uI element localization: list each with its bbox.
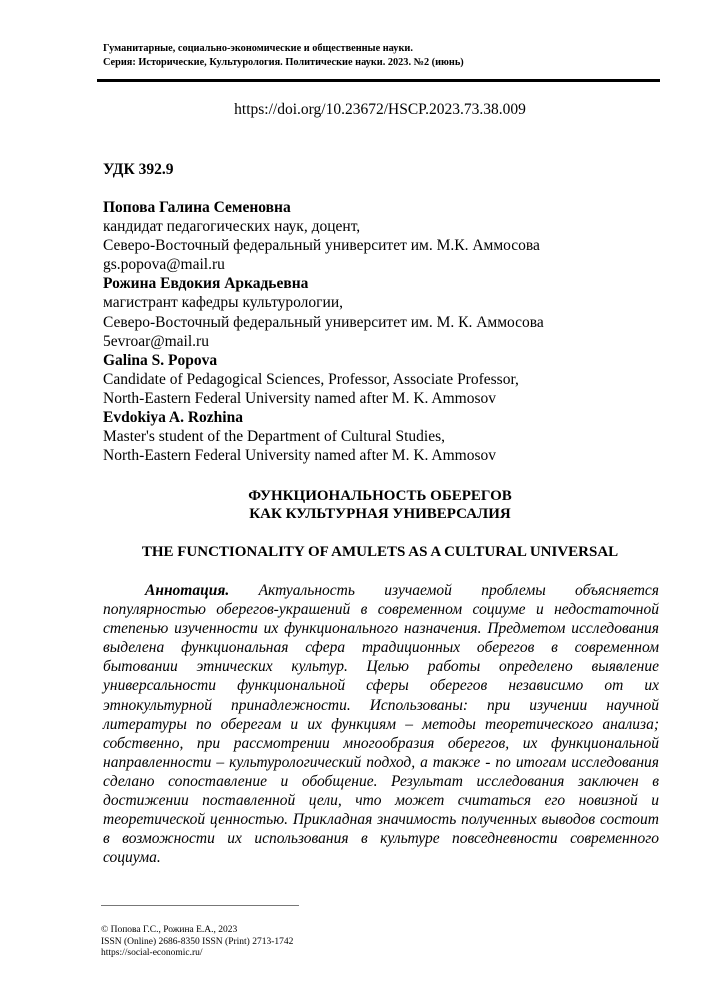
article-title-ru: [0, 487, 709, 523]
title-ru-line1: ФУНКЦИОНАЛЬНОСТЬ ОБЕРЕГОВ: [248, 488, 512, 504]
author-email[interactable]: gs.popova@mail.ru: [103, 256, 225, 274]
author-name: Попова Галина Семеновна: [103, 199, 291, 216]
page-footer: [101, 925, 293, 960]
header-divider: [97, 79, 660, 82]
title-ru-line2: КАК КУЛЬТУРНАЯ УНИВЕРСАЛИЯ: [249, 506, 511, 522]
udk-code: УДК 392.9: [103, 161, 174, 178]
author-position: магистрант кафедры культурологии,: [103, 294, 343, 312]
author-name: Рожина Евдокия Аркадьевна: [103, 275, 309, 293]
issn-info: ISSN (Online) 2686-8350 ISSN (Print) 2713-1742: [101, 936, 294, 947]
author-degree: кандидат педагогических наук, доцент,: [103, 218, 361, 236]
copyright-notice: © Попова Г.С., Рожина Е.А., 2023: [101, 925, 238, 935]
journal-series-line: Серия: Исторические, Культурология. Политические науки. 2023. №2 (июнь): [103, 57, 464, 68]
journal-title-line: Гуманитарные, социально-экономические и общественные науки.: [103, 43, 413, 54]
abstract-label: Аннотация.: [145, 582, 230, 599]
author-degree-en: Candidate of Pedagogical Sciences, Professor, Associate Professor,: [103, 370, 519, 388]
journal-running-header: [103, 42, 663, 70]
abstract-text: Актуальность изучаемой проблемы объясняется популярностью оберегов-украшений в современном социуме и недостаточной степенью изученности их функционального назначения. Предметом исследования выделена функциональная сфера традиционных оберегов в современном бытовании этнических культур. Целью работы определено выявление универсальности функциональной сферы оберегов независимо от их этнокультурной принадлежности. Использованы: при изучении научной литературы по оберегам и их функциям – методы теоретического анализа; собственно, при рассмотрении многообразия оберегов, их функциональной направленности – культурологический подход, а также - по итогам исследования сделано сопоставление и обобщение. Результат исследования заключен в достижении поставленной цели, что может считаться его новизной и теоретической ценностью. Прикладная значимость полученных выводов состоит в возможности их использования в культуре повседневности современного социума.: [103, 582, 659, 867]
journal-url[interactable]: https://social-economic.ru/: [101, 948, 203, 958]
footnote-divider: [101, 905, 299, 906]
author-email[interactable]: 5evroar@mail.ru: [103, 332, 209, 350]
author-position-en: Master's student of the Department of Cultural Studies,: [103, 428, 446, 446]
abstract: [103, 581, 659, 867]
doi-link[interactable]: https://doi.org/10.23672/HSCP.2023.73.38.009: [234, 101, 526, 118]
author-block: [103, 198, 663, 465]
author-affiliation: Северо-Восточный федеральный университет им. М. К. Аммосова: [103, 313, 544, 331]
author-affiliation: Северо-Восточный федеральный университет им. М.К. Аммосова: [103, 237, 540, 255]
author-affiliation-en: North-Eastern Federal University named after M. K. Ammosov: [103, 389, 497, 407]
article-title-en: THE FUNCTIONALITY OF AMULETS AS A CULTURAL UNIVERSAL: [141, 544, 619, 560]
author-name-en: Evdokiya A. Rozhina: [103, 409, 243, 427]
author-name-en: Galina S. Popova: [103, 351, 218, 369]
author-affiliation-en: North-Eastern Federal University named after M. K. Ammosov: [103, 447, 497, 465]
